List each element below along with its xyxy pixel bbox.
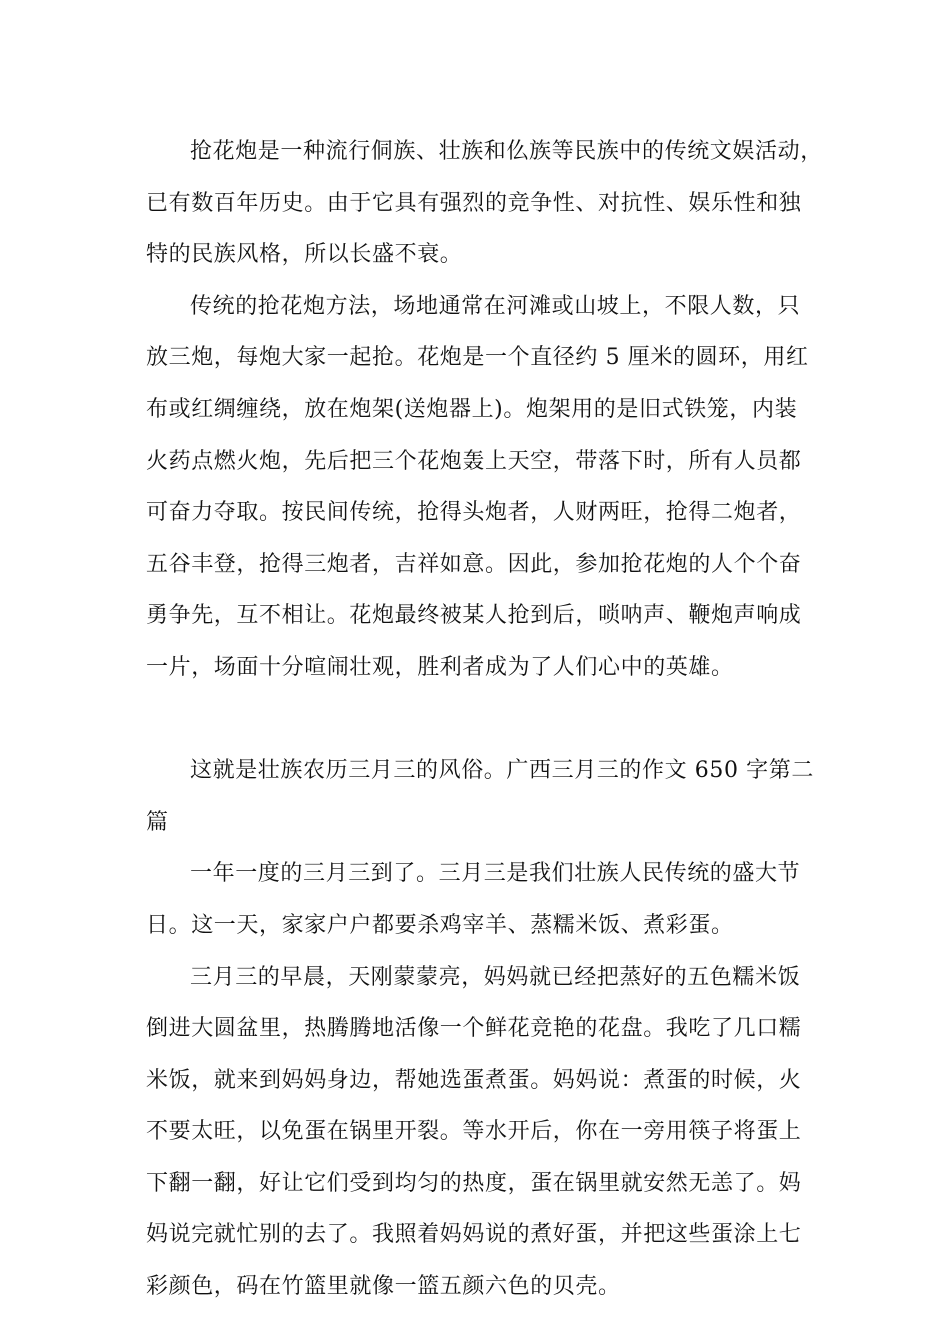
text-line: [146, 700, 826, 752]
paragraph-qianghuapao-intro: [146, 132, 826, 287]
text-line: 可奋力夺取。按民间传统，抢得头炮者，人财两旺，抢得二炮者，: [146, 500, 802, 526]
text-line: 彩颜色，码在竹篮里就像一篮五颜六色的贝壳。: [146, 1274, 621, 1300]
text-line: 下翻一翻，好让它们受到均匀的热度，蛋在锅里就安然无恙了。妈: [146, 1170, 802, 1196]
text-line: 倒进大圆盆里，热腾腾地活像一个鲜花竞艳的花盘。我吃了几口糯: [146, 1016, 802, 1042]
text-line: 已有数百年历史。由于它具有强烈的竞争性、对抗性、娱乐性和独: [146, 190, 802, 216]
text-line: 火药点燃火炮，先后把三个花炮轰上天空，带落下时，所有人员都: [146, 448, 802, 474]
text-line: 抢花炮是一种流行侗族、壮族和仫族等民族中的传统文娱活动，: [190, 139, 823, 164]
text-line: 日。这一天，家家户户都要杀鸡宰羊、蒸糯米饭、煮彩蛋。: [146, 912, 734, 938]
text-line: 特的民族风格，所以长盛不衰。: [146, 242, 463, 268]
paragraph-morning-eggs: [146, 958, 826, 1319]
text-line: 五谷丰登，抢得三炮者，吉祥如意。因此，参加抢花炮的人个个奋: [146, 551, 802, 577]
text-line: 这就是壮族农历三月三的风俗。广西三月三的作文 650 字第二: [190, 758, 814, 784]
text-line: 篇: [146, 809, 169, 835]
text-line: 一年一度的三月三到了。三月三是我们壮族人民传统的盛大节: [190, 861, 801, 887]
text-line: 一片，场面十分喧闹壮观，胜利者成为了人们心中的英雄。: [146, 654, 734, 680]
paragraph-sanyuesan-arrives: [146, 854, 826, 957]
text-line: 布或红绸缠绕，放在炮架(送炮器上)。炮架用的是旧式铁笼，内装: [146, 396, 798, 422]
article-body: [146, 132, 826, 1319]
text-line: 勇争先，互不相让。花炮最终被某人抢到后，唢呐声、鞭炮声响成: [146, 603, 802, 629]
text-line: 三月三的早晨，天刚蒙蒙亮，妈妈就已经把蒸好的五色糯米饭: [190, 964, 801, 990]
paragraph-custom-heading: [146, 751, 826, 854]
text-line: 妈说完就忙别的去了。我照着妈妈说的煮好蛋，并把这些蛋涂上七: [146, 1222, 802, 1248]
paragraph-traditional-method: [146, 287, 826, 751]
text-line: 放三炮，每炮大家一起抢。花炮是一个直径约 5 厘米的圆环，用红: [146, 345, 809, 371]
text-line: 不要太旺，以免蛋在锅里开裂。等水开后，你在一旁用筷子将蛋上: [146, 1119, 802, 1145]
text-line: 传统的抢花炮方法，场地通常在河滩或山坡上，不限人数，只: [190, 293, 801, 319]
text-line: 米饭，就来到妈妈身边，帮她选蛋煮蛋。妈妈说：煮蛋的时候，火: [146, 1067, 802, 1093]
